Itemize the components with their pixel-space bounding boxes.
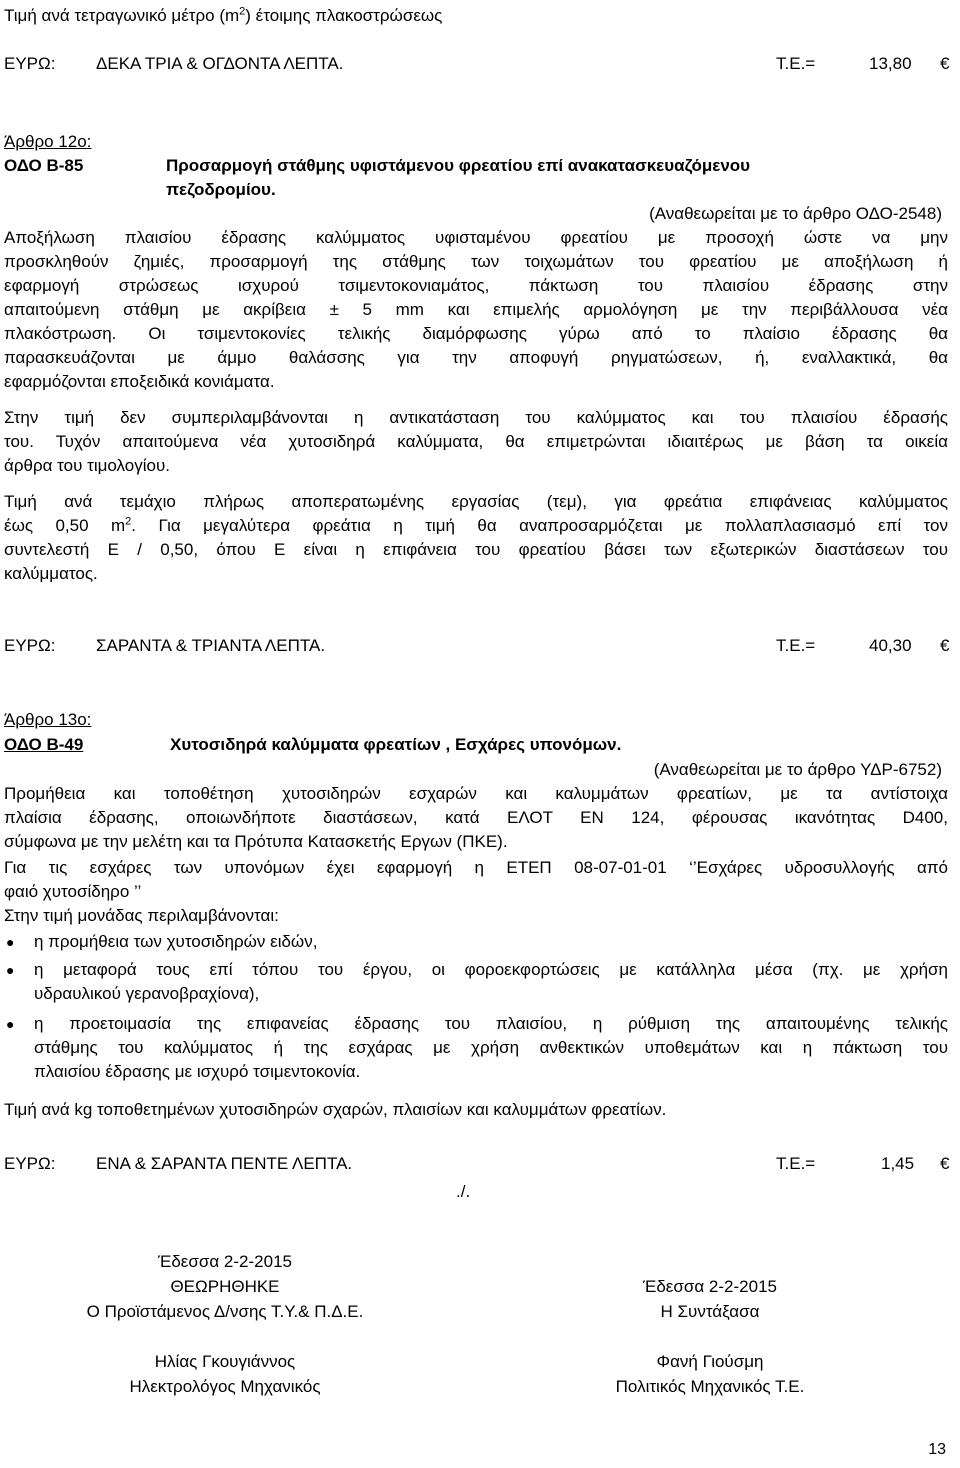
list-item: η μεταφορά τους επί τόπου του έργου, οι φοροεκφορτώσεις με κατάλληλα μέσα (πχ. με χρήση (34, 960, 948, 979)
paragraph-line: Για τις εσχάρες των υπονόμων έχει εφαρμογή η ΕΤΕΠ 08-07-01-01 ‘’Εσχάρες υδροσυλλογής από (4, 858, 948, 877)
unit-price-line: Τιμή ανά kg τοποθετημένων χυτοσιδηρών σχαρών, πλαισίων και καλυμμάτων φρεατίων. (4, 1100, 667, 1119)
signatory-title-right: Πολιτικός Μηχανικός Τ.Ε. (615, 1377, 805, 1396)
te-label: Τ.Ε.= (776, 54, 816, 73)
price-words: ΕΝΑ & ΣΑΡΑΝΤΑ ΠΕΝΤΕ ΛΕΠΤΑ. (96, 1154, 353, 1173)
paragraph-line: εφαρμογή στρώσεως ισχυρού τσιμεντοκονιαμάτος, πάκτωση του πλαισίου έδρασης στην (4, 276, 948, 295)
paragraph-line: Τιμή ανά τεμάχιο πλήρως αποπερατωμένης εργασίας (τεμ), για φρεάτια επιφάνειας καλύμματος (4, 492, 948, 511)
paragraph-line: εφαρμόζονται εποξειδικά κονιάματα. (4, 372, 275, 391)
sign-date-right: Έδεσσα 2-2-2015 (643, 1277, 777, 1296)
signatory-title-left: Ηλεκτρολόγος Μηχανικός (129, 1377, 321, 1396)
includes-label: Στην τιμή μονάδας περιλαμβάνονται: (4, 906, 279, 925)
signatory-role-right: Η Συντάξασα (660, 1302, 760, 1321)
revision-note: (Αναθεωρείται με το άρθρο ΥΔΡ-6752) (653, 760, 942, 779)
bullet-icon: ● (6, 934, 15, 950)
revision-note: (Αναθεωρείται με το άρθρο ΟΔΟ-2548) (649, 204, 942, 223)
article-title-cont: πεζοδρομίου. (166, 180, 276, 199)
article-code: ΟΔΟ Β-85 (4, 156, 84, 175)
te-label: Τ.Ε.= (776, 1154, 816, 1173)
euro-icon: € (940, 636, 950, 655)
paragraph-line: παρασκευάζονται με άμμο θαλάσσης για την αποφυγή ρηγματώσεων, ή, εναλλακτικά, θα (4, 348, 948, 367)
article-title: Προσαρμογή στάθμης υφιστάμενου φρεατίου επί ανακατασκευαζόμενου (166, 156, 751, 175)
signatory-name-left: Ηλίας Γκουγιάννος (154, 1352, 296, 1371)
paragraph-line: έως 0,50 $m^2$. Για μεγαλύτερα φρεάτια η τιμή θα αναπροσαρμόζεται με πολλαπλασιασμό επί τον (4, 515, 948, 535)
paragraph-line: πλακόστρωση. Οι τσιμεντοκονίες τελικής διαμόρφωσης γύρω από το πλαίσιο έδρασης θα (4, 324, 948, 343)
page-number: 13 (928, 1441, 946, 1458)
unit-price-line: Τιμή ανά τετραγωνικό μέτρο $(m^2)$ έτοιμης πλακοστρώσεως (4, 5, 443, 25)
paragraph-line: Προμήθεια και τοποθέτηση χυτοσιδηρών εσχαρών και καλυμμάτων φρεατίων, με τα αντίστοιχα (4, 784, 948, 803)
euro-icon: € (940, 54, 950, 73)
paragraph-line: σύμφωνα με την μελέτη και τα Πρότυπα Κατασκετής Εργων (ΠΚΕ). (4, 832, 508, 851)
paragraph-line: Αποξήλωση πλαισίου έδρασης καλύμματος υφισταμένου φρεατίου με προσοχή ώστε να μην (4, 228, 948, 247)
paragraph-line: φαιό χυτοσίδηρο ’’ (4, 882, 142, 901)
paragraph-line: καλύμματος. (4, 564, 98, 583)
list-item: η προετοιμασία της επιφανείας έδρασης του πλαισίου, η ρύθμιση της απαιτουμένης τελικής (34, 1014, 948, 1033)
sign-date-left: Έδεσσα 2-2-2015 (158, 1252, 292, 1271)
list-item-cont: στάθμης του καλύμματος ή της εσχάρας με χρήση ανθεκτικών υποθεμάτων και η πάκτωση του (34, 1038, 948, 1057)
price-label: ΕΥΡΩ: (4, 1154, 56, 1173)
list-item-cont: πλαισίου έδρασης με ισχυρό τσιμεντοκονία. (34, 1062, 361, 1081)
signatory-name-right: Φανή Γιούσμη (656, 1352, 764, 1371)
article-title: Χυτοσιδηρά καλύμματα φρεατίων , Εσχάρες υπονόμων. (170, 735, 622, 754)
price-amount: 1,45 (881, 1154, 915, 1173)
euro-icon: € (940, 1154, 950, 1173)
article-code: ΟΔΟ Β-49 (4, 735, 84, 754)
bullet-icon: ● (6, 962, 15, 978)
article-heading: Άρθρο 13ο: (4, 710, 92, 729)
price-amount: 40,30 (869, 636, 912, 655)
approval-status: ΘΕΩΡΗΘΗΚΕ (170, 1277, 280, 1296)
signatory-role-left: Ο Προϊστάμενος Δ/νσης Τ.Υ.& Π.Δ.Ε. (86, 1302, 364, 1321)
paragraph-line: συντελεστή Ε / 0,50, όπου Ε είναι η επιφάνεια του φρεατίου βάσει των εξωτερικών διαστάσεων του (4, 540, 948, 559)
paragraph-line: πλαίσια έδρασης, οποιωνδήποτε διαστάσεων, κατά ΕΛΟΤ ΕΝ 124, φέρουσας ικανότητας D400, (4, 808, 948, 827)
paragraph-line: του. Τυχόν απαιτούμενα νέα χυτοσιδηρά καλύμματα, θα επιμετρώνται ιδιαιτέρως με βάση τα οικεία (4, 432, 948, 451)
price-label: ΕΥΡΩ: (4, 54, 56, 73)
price-label: ΕΥΡΩ: (4, 636, 56, 655)
paragraph-line: άρθρα του τιμολογίου. (4, 456, 170, 475)
list-item: η προμήθεια των χυτοσιδηρών ειδών, (34, 932, 318, 951)
paragraph-line: προσκληθούν ζημιές, προσαρμογή της στάθμης των τοιχωμάτων του φρεατίου με αποξήλωση ή (4, 252, 948, 271)
article-heading: Άρθρο 12ο: (4, 132, 92, 151)
paragraph-line: Στην τιμή δεν συμπεριλαμβάνονται η αντικατάσταση του καλύμματος και του πλαισίου έδρασής (4, 408, 948, 427)
price-words: ΣΑΡΑΝΤΑ & ΤΡΙΑΝΤΑ ΛΕΠΤΑ. (96, 636, 326, 655)
end-mark: ./. (456, 1182, 471, 1201)
price-words: ΔΕΚΑ ΤΡΙΑ & ΟΓΔΟΝΤΑ ΛΕΠΤΑ. (96, 54, 344, 73)
price-amount: 13,80 (869, 54, 912, 73)
list-item-cont: υδραυλικού γερανοβραχίονα), (34, 984, 260, 1003)
bullet-icon: ● (6, 1016, 15, 1032)
paragraph-line: απαιτούμενη στάθμη με ακρίβεια ± 5 mm και επιμελής αρμολόγηση με την περιβάλλουσα νέα (4, 300, 948, 319)
te-label: Τ.Ε.= (776, 636, 816, 655)
